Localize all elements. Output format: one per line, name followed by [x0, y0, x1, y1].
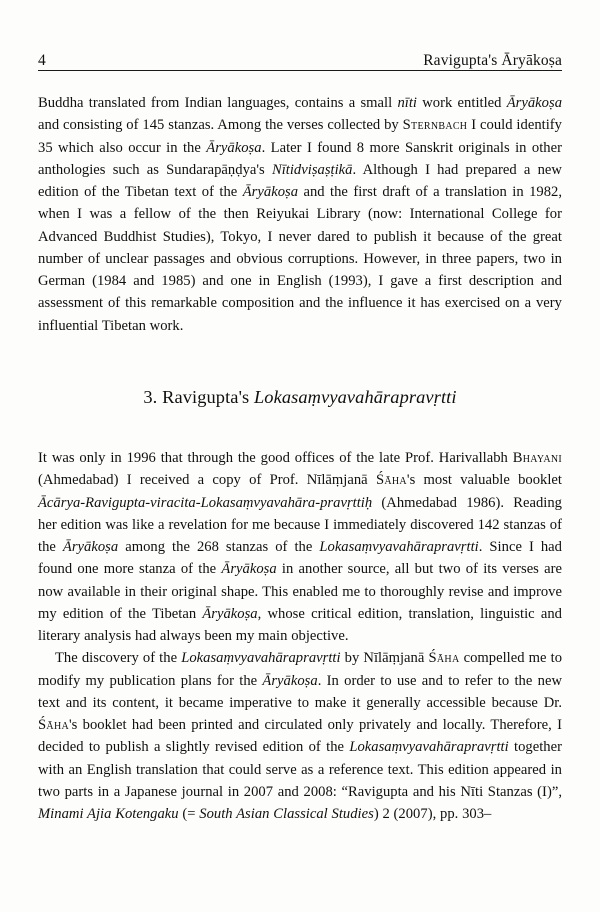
text-run: . Although I had prepared a new edition of the Tibetan text of the — [38, 161, 562, 200]
running-head — [38, 42, 562, 71]
section-heading — [38, 384, 562, 410]
text-run: . Later I found 8 more Sanskrit originals in other anthologies such as Sundarapāṇḍya's — [38, 139, 562, 178]
italic-title: Āryākoṣa — [262, 672, 318, 689]
page-number: 4 — [38, 51, 46, 69]
text-run: by Nīlāṃjanā — [340, 650, 429, 667]
smallcaps-name: Śāha — [428, 650, 460, 667]
italic-title: Lokasaṃvyavahārapravṛtti — [349, 739, 509, 756]
text-run: The discovery of the — [55, 650, 182, 667]
text-run: among the 268 stanzas of the — [118, 539, 320, 555]
text-run: work entitled — [417, 95, 507, 111]
italic-title: Nītidviṣaṣṭikā — [271, 161, 353, 178]
italic-journal: Minami Ajia Kotengaku — [38, 806, 179, 822]
italic-journal-translation: South Asian Classical Studies — [199, 806, 374, 822]
section-title: Lokasaṃvyavahārapravṛtti — [253, 387, 457, 407]
smallcaps-name: Sternbach — [402, 117, 468, 134]
italic-title: Ācārya-Ravigupta-viracita-Lokasaṃvyavahāra-pravṛttiḥ — [38, 494, 373, 511]
text-run: together with an English translation that could serve as a reference text. This edition appeared in two parts in a Japanese journal in 2007 and 2008: “Ravigupta and his Nīti Stanzas (I)”, — [38, 739, 562, 800]
italic-title: Āryākoṣa — [206, 139, 262, 156]
text-run: Buddha translated from Indian languages, contains a small — [38, 95, 398, 111]
text-run: (= — [178, 806, 200, 822]
text-run: 's most valuable booklet — [406, 472, 563, 489]
text-run: . Since I had found one more stanza of the — [38, 539, 562, 578]
italic-title: Lokasaṃvyavahārapravṛtti — [319, 539, 479, 555]
text-run: It was only in 1996 that through the good offices of the late Prof. Harivallabh — [38, 450, 513, 466]
text-run: (Ahmedabad 1986). Reading her edition was like a revelation for me because I immediately discovered 142 stanzas of the — [38, 494, 562, 555]
italic-title: Āryākoṣa — [202, 605, 258, 622]
section-number: 3. Ravigupta's — [143, 387, 254, 407]
paragraph-block-lower — [38, 447, 562, 825]
text-run: , whose critical edition, translation, linguistic and literary analysis had always been my main objective. — [38, 605, 562, 644]
text-run: (Ahmedabad) I received a copy of Prof. Nīlāṃjanā — [38, 472, 376, 489]
paragraph-3 — [38, 647, 562, 825]
smallcaps-name: Śāha — [38, 717, 69, 733]
paragraph-1 — [38, 92, 562, 337]
running-head-title: Ravigupta's Āryākoṣa — [423, 51, 562, 69]
italic-title: Āryākoṣa — [221, 561, 277, 578]
text-run: ) 2 (2007), pp. 303– — [373, 806, 492, 822]
italic-title: Āryākoṣa — [62, 539, 119, 555]
text-run: . In order to use and to refer to the new text and its content, it became imperative to make it generally accessible because Dr. — [38, 672, 563, 711]
paragraph-block-upper — [38, 92, 562, 337]
italic-title: Āryākoṣa — [506, 95, 563, 111]
italic-term: nīti — [397, 95, 417, 111]
text-run: I could identify 35 which also occur in the — [38, 117, 562, 156]
smallcaps-name: Śāha — [375, 472, 407, 489]
text-run: 's booklet had been printed and circulated only privately and locally. Therefore, I decided to publish a slightly revised edition of the — [38, 717, 562, 756]
smallcaps-name: Bhayani — [512, 450, 562, 466]
italic-title: Āryākoṣa — [242, 184, 299, 200]
text-run: compelled me to modify my publication plans for the — [38, 650, 563, 689]
text-run: and the first draft of a translation in 1982, when I was a fellow of the then Reiyukai Library (now: International College for Advanced Buddhist Studies), Tokyo, I never dared to publish it because of the great number of unclear passages and obvious corruptions. However, in three papers, two in German (1984 and 1985) and one in English (1993), I gave a first description and assessment of this remarkable composition and the influence it has exercised on a very influential Tibetan work. — [38, 184, 563, 334]
italic-title: Lokasaṃvyavahārapravṛtti — [181, 650, 341, 667]
paragraph-2 — [38, 447, 562, 647]
text-run: and consisting of 145 stanzas. Among the verses collected by — [38, 117, 403, 134]
text-run: in another source, all but two of its verses are now available in their original shape. This enabled me to thoroughly revise and improve my edition of the Tibetan — [38, 561, 562, 622]
